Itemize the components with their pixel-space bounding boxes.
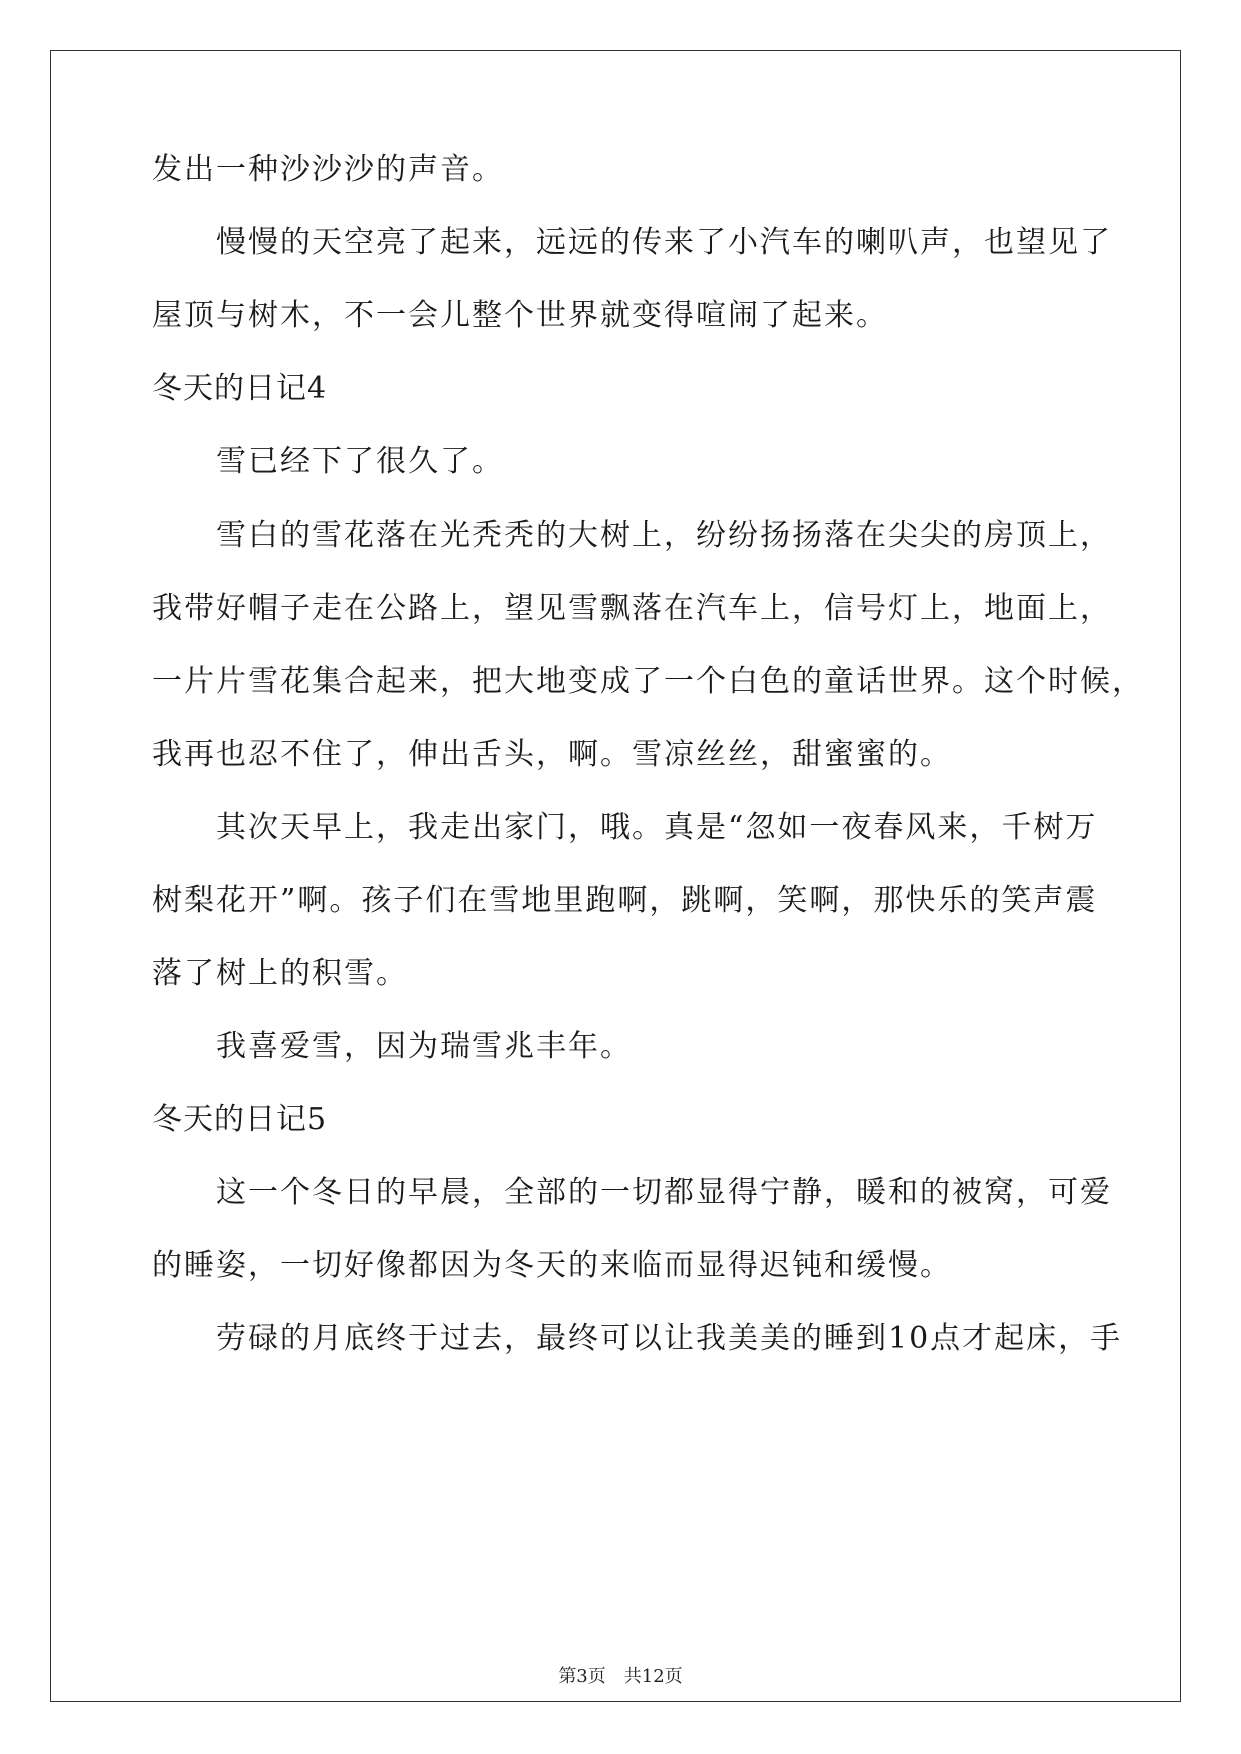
page-footer (0, 1665, 1241, 1689)
text-line: 发出一种沙沙沙的声音。 (152, 152, 504, 187)
paragraph-first-line: 这一个冬日的早晨，全部的一切都显得宁静，暖和的被窝，可爱 (216, 1175, 1112, 1210)
text-line: 一片片雪花集合起来，把大地变成了一个白色的童话世界。这个时候， (152, 664, 1144, 699)
paragraph-first-line: 其次天早上，我走出家门，哦。真是“忽如一夜春风来，千树万 (216, 810, 1098, 845)
paragraph-first-line: 劳碌的月底终于过去，最终可以让我美美的睡到10点才起床，手 (216, 1321, 1123, 1356)
paragraph-first-line: 雪白的雪花落在光秃秃的大树上，纷纷扬扬落在尖尖的房顶上， (216, 518, 1112, 553)
section-heading: 冬天的日记4 (152, 371, 328, 406)
page-number: 第3页 (558, 1666, 606, 1687)
text-line: 的睡姿，一切好像都因为冬天的来临而显得迟钝和缓慢。 (152, 1248, 952, 1283)
paragraph-first-line: 雪已经下了很久了。 (216, 444, 504, 479)
section-heading: 冬天的日记5 (152, 1102, 328, 1137)
text-line: 我再也忍不住了，伸出舌头，啊。雪凉丝丝，甜蜜蜜的。 (152, 737, 952, 772)
text-line: 树梨花开”啊。孩子们在雪地里跑啊，跳啊，笑啊，那快乐的笑声震 (152, 883, 1098, 918)
paragraph-first-line: 我喜爱雪，因为瑞雪兆丰年。 (216, 1029, 632, 1064)
text-line: 屋顶与树木，不一会儿整个世界就变得喧闹了起来。 (152, 298, 888, 333)
page-total: 共12页 (623, 1666, 683, 1687)
text-line: 落了树上的积雪。 (152, 956, 408, 991)
text-line: 我带好帽子走在公路上，望见雪飘落在汽车上，信号灯上，地面上， (152, 591, 1112, 626)
paragraph-first-line: 慢慢的天空亮了起来，远远的传来了小汽车的喇叭声，也望见了 (216, 225, 1112, 260)
